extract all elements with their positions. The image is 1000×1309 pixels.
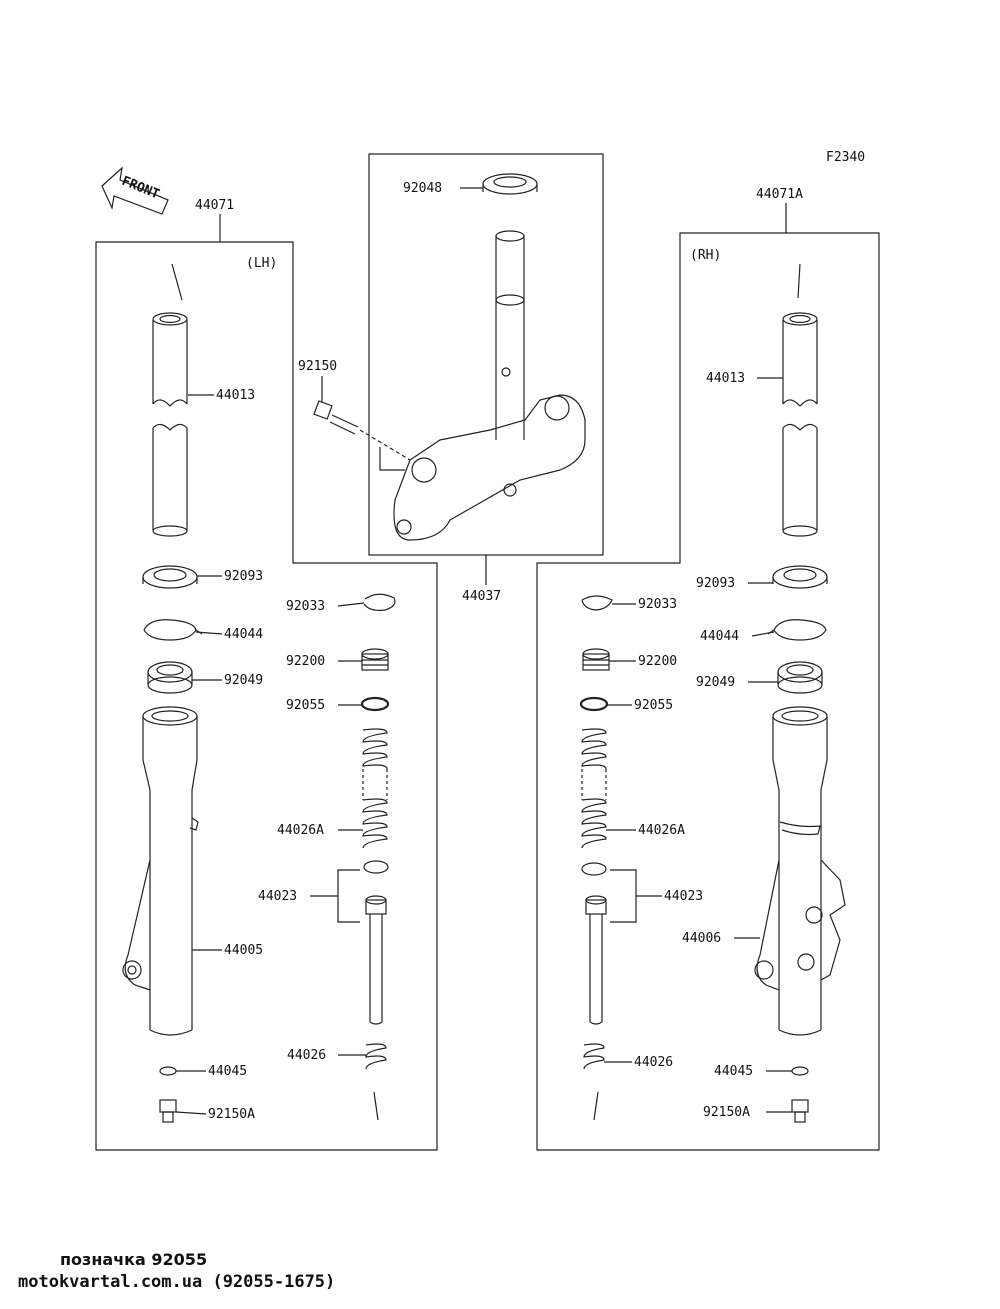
- side-label-lh: (LH): [246, 256, 278, 271]
- right-washer: [792, 1067, 808, 1075]
- assembly-label-left: 44071: [195, 198, 235, 213]
- figure-code: F2340: [826, 150, 866, 165]
- left-cap-bolt: [362, 649, 388, 670]
- left-seal: [148, 662, 192, 693]
- part-label: 44013: [706, 371, 746, 386]
- part-label: 92055: [286, 698, 326, 713]
- right-seal: [778, 662, 822, 693]
- right-outer-tube: [755, 707, 845, 1035]
- stem-pinch-bolt: [314, 401, 358, 434]
- footer-caption: позначка 92055: [60, 1250, 208, 1269]
- right-cap-bolt: [583, 649, 609, 670]
- part-label: 92033: [286, 599, 326, 614]
- left-outer-tube: [123, 707, 198, 1035]
- left-circlip: [364, 594, 395, 610]
- part-label: 92049: [224, 673, 264, 688]
- right-retainer-clip: [768, 620, 826, 640]
- part-label: 44013: [216, 388, 256, 403]
- left-damper-rod: [366, 896, 386, 1024]
- part-label: 92033: [638, 597, 678, 612]
- left-washer: [160, 1067, 176, 1075]
- part-label: 92200: [638, 654, 678, 669]
- part-label: 44044: [224, 627, 264, 642]
- assembly-label-stem: 44037: [462, 589, 502, 604]
- part-label: 92049: [696, 675, 736, 690]
- right-piston-ring: [582, 863, 606, 875]
- right-rebound-spring: [584, 1044, 604, 1069]
- part-label: 44026A: [638, 823, 685, 838]
- part-label: 44026A: [277, 823, 324, 838]
- side-label-rh: (RH): [690, 248, 722, 263]
- stem-assembly-box: [369, 154, 603, 555]
- right-inner-tube: [783, 313, 817, 536]
- left-rebound-spring: [366, 1044, 386, 1069]
- footer-source: motokvartal.com.ua (92055-1675): [18, 1272, 336, 1292]
- left-o-ring: [362, 698, 388, 710]
- left-drain-bolt: [160, 1100, 176, 1122]
- part-label: 92048: [403, 181, 443, 196]
- part-label: 44026: [634, 1055, 674, 1070]
- part-label: 44023: [664, 889, 704, 904]
- part-label: 44044: [700, 629, 740, 644]
- part-label: 44005: [224, 943, 264, 958]
- part-label: 92093: [224, 569, 264, 584]
- part-label: 92093: [696, 576, 736, 591]
- right-circlip: [582, 596, 612, 610]
- part-label: 92150: [298, 359, 338, 374]
- right-o-ring: [581, 698, 607, 710]
- right-fork-spring-a: [582, 729, 606, 848]
- right-drain-bolt: [792, 1100, 808, 1122]
- left-inner-tube: [153, 313, 187, 536]
- part-label: 44006: [682, 931, 722, 946]
- left-assembly-box: [96, 242, 437, 1150]
- right-damper-rod: [586, 896, 606, 1024]
- part-label: 92200: [286, 654, 326, 669]
- steering-stem: [394, 231, 585, 540]
- right-oil-seal: [773, 566, 827, 588]
- left-retainer-clip: [144, 620, 202, 640]
- stem-bearing: [483, 174, 537, 194]
- part-label: 44045: [714, 1064, 754, 1079]
- left-oil-seal: [143, 566, 197, 588]
- part-label: 44045: [208, 1064, 248, 1079]
- part-label: 92055: [634, 698, 674, 713]
- left-fork-spring-a: [363, 729, 387, 848]
- assembly-label-right: 44071A: [756, 187, 803, 202]
- part-label: 44023: [258, 889, 298, 904]
- part-label: 92150A: [208, 1107, 255, 1122]
- left-piston-ring: [364, 861, 388, 873]
- part-label: 92150A: [703, 1105, 750, 1120]
- part-label: 44026: [287, 1048, 327, 1063]
- front-arrow-label: FRONT: [119, 173, 162, 203]
